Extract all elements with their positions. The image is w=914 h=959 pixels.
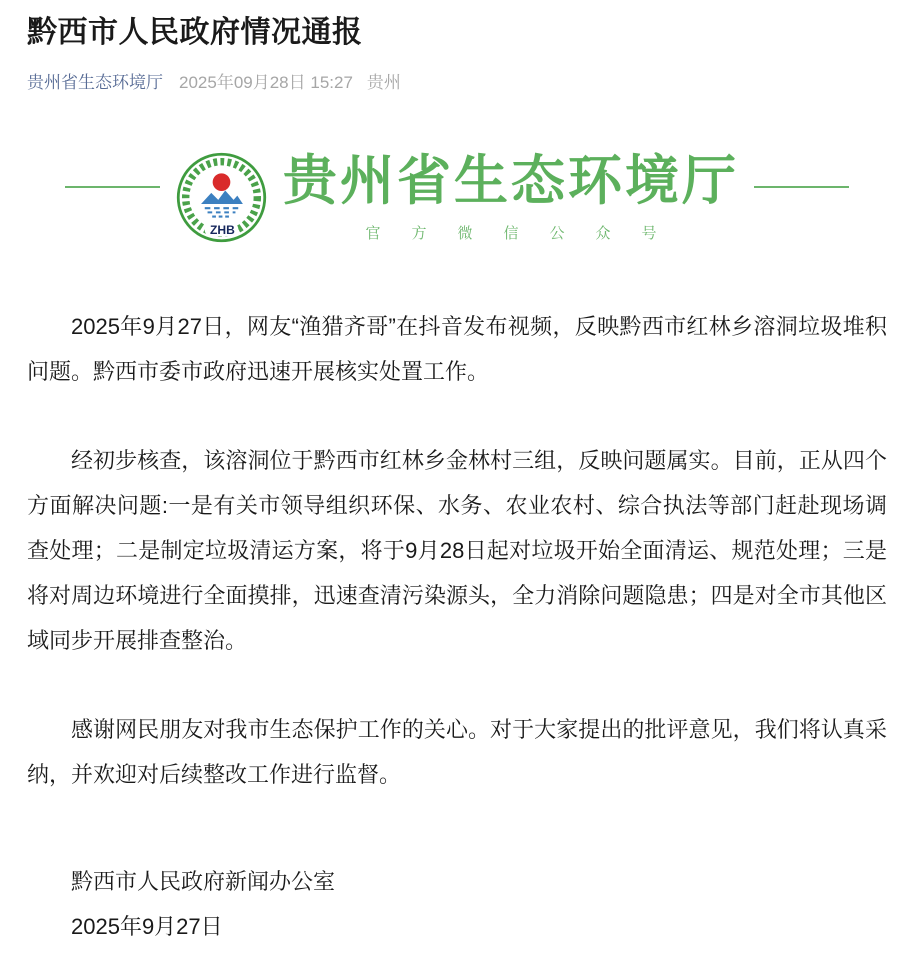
- signature-block: [27, 859, 887, 949]
- eco-bureau-logo-icon: [175, 151, 268, 244]
- paragraph-1: 2025年9月27日，网友“渔猎齐哥”在抖音发布视频，反映黔西市红林乡溶洞垃圾堆积问题。黔西市委市政府迅速开展核实处置工作。: [27, 313, 887, 384]
- signature-org: 黔西市人民政府新闻办公室: [71, 868, 336, 894]
- banner-org-name: 贵州省生态环境厅: [283, 151, 739, 212]
- paragraph-2: 经初步核查，该溶洞位于黔西市红林乡金林村三组，反映问题属实。目前，正从四个方面解决问题:一是有关市领导组织环保、水务、农业农村、综合执法等部门赶赴现场调查处理；二是制定垃圾清运方案，将于9月28日起对垃圾开始全面清运、规范处理；三是将对周边环境进行全面摸排，迅速查清污染源头，全力消除问题隐患；四是对全市其他区域同步开展排查整治。: [27, 447, 887, 653]
- byline: [27, 72, 887, 94]
- signature-date: 2025年9月27日: [71, 913, 223, 939]
- article-body: [27, 304, 887, 949]
- publish-location: 贵州: [366, 72, 401, 92]
- official-account-banner: [27, 144, 887, 252]
- page-title: 黔西市人民政府情况通报: [27, 16, 363, 49]
- banner-subtitle: 官方微信公众号: [365, 224, 688, 242]
- banner-right-line: [754, 186, 849, 188]
- account-link[interactable]: 贵州省生态环境厅: [27, 72, 163, 92]
- logo-zhb-text: ZHB: [210, 222, 235, 237]
- publish-datetime: 2025年09月28日 15:27: [179, 72, 353, 92]
- paragraph-3: 感谢网民朋友对我市生态保护工作的关心。对于大家提出的批评意见，我们将认真采纳，并欢迎对后续整改工作进行监督。: [27, 716, 887, 787]
- banner-left-line: [65, 186, 160, 188]
- banner-text: [283, 152, 739, 242]
